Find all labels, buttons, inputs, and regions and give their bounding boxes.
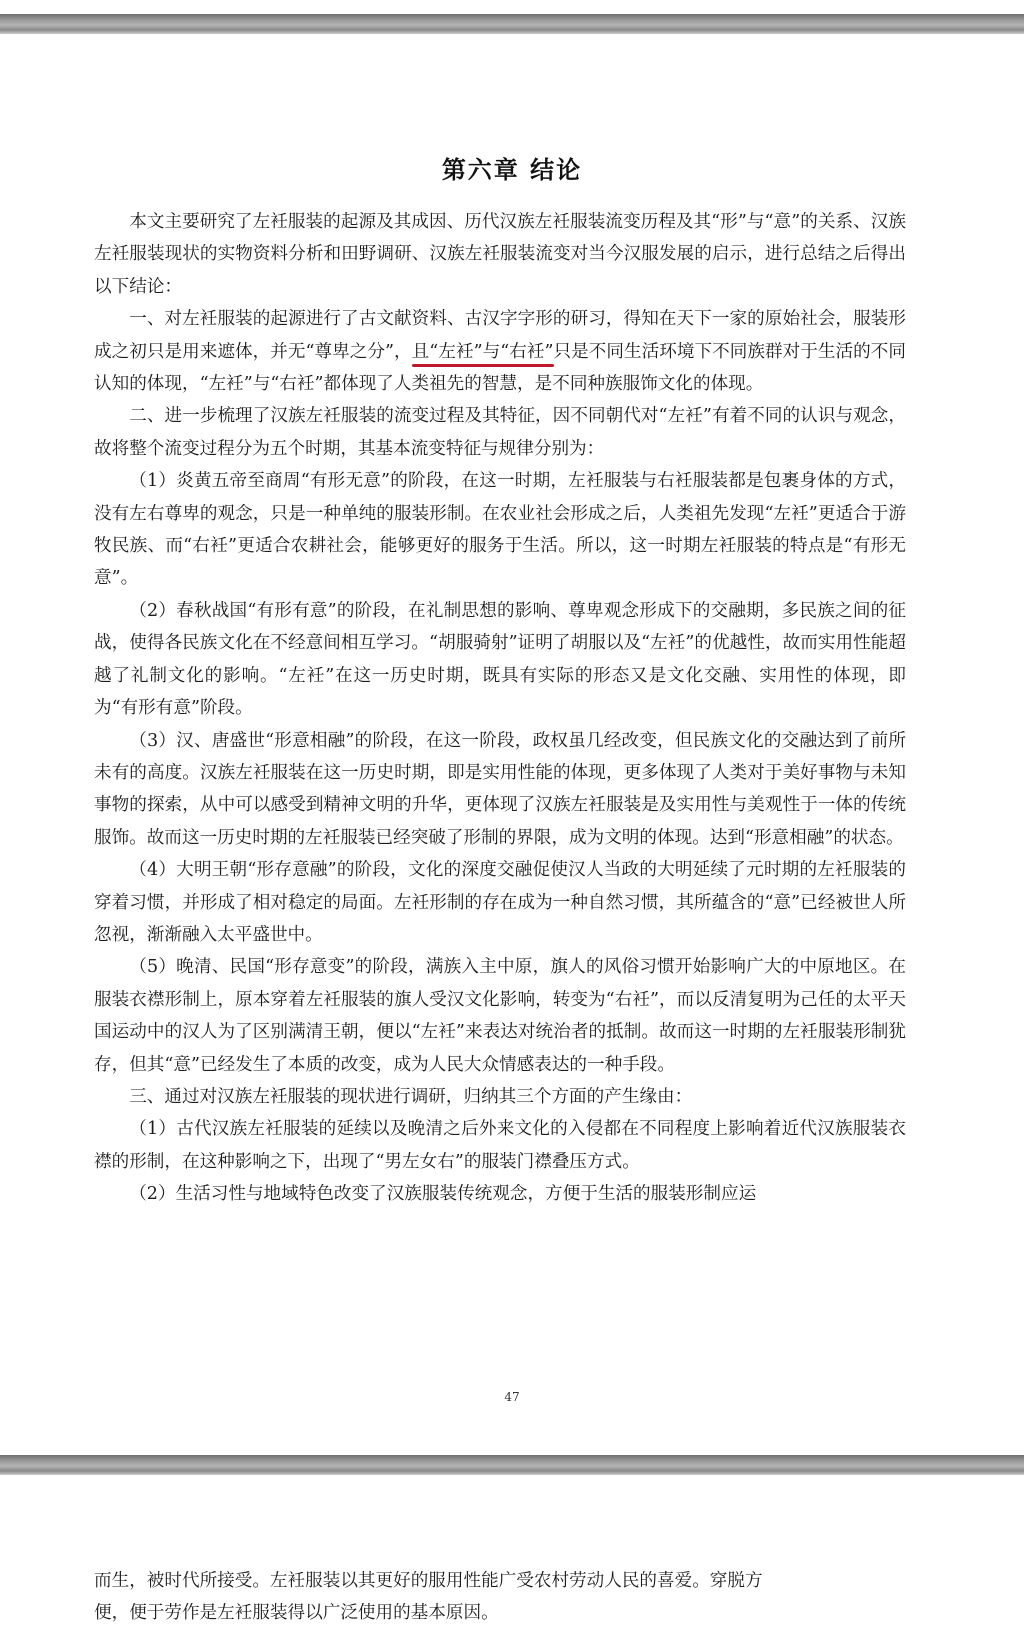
conclusion-1-rest: ，“左衽”与“右衽”都体现了人类祖先的智慧，是不同种族服饰文化的体现。: [181, 374, 764, 395]
intro-paragraph: 本文主要研究了左衽服装的起源及其成因、历代汉族左衽服装流变历程及其“形”与“意”的关系、汉族左衽服装现状的实物资料分析和田野调研、汉族左衽服装流变对当今汉服发展的启示，进行总结之后得出以下结论：: [94, 212, 906, 297]
reason-1-paragraph: （1）古代汉族左衽服装的延续以及晚清之后外来文化的入侵都在不同程度上影响着近代汉族服装衣襟的形制，在这种影响之下，出现了“男左女右”的服装门襟叠压方式。: [94, 1119, 906, 1172]
period-3-paragraph: （3）汉、唐盛世“形意相融”的阶段，在这一阶段，政权虽几经改变，但民族文化的交融达到了前所未有的高度。汉族左衽服装在这一历史时期，即是实用性能的体现，更多体现了人类对于美好事物与未知事物的探索，从中可以感受到精神文明的升华，更体现了汉族左衽服装是及实用性与美观性于一体的传统服饰。故而这一历史时期的左衽服装已经突破了形制的界限，成为文明的体现。达到“形意相融”的状态。: [94, 730, 906, 848]
top-page-separator: [0, 14, 1024, 34]
conclusion-1-text: 一、对左衽服装的起源进行了古文献资料、古汉字字形的研习，得知在天下一家的原始社会，服装形成之初只是用来遮体，并无“尊卑之分”，: [94, 309, 906, 362]
bottom-page-separator: [0, 1455, 1024, 1475]
conclusion-3-paragraph: 三、通过对汉族左衽服装的现状进行调研，归纳其三个方面的产生缘由：: [129, 1086, 693, 1107]
period-4-paragraph: （4）大明王朝“形存意融”的阶段，文化的深度交融促使汉人当政的大明延续了元时期的左衽服装的穿着习惯，并形成了相对稳定的局面。左衽形制的存在成为一种自然习惯，其所蕴含的“意”已经被世人所忽视，渐渐融入太平盛世中。: [94, 860, 906, 945]
period-5-paragraph: （5）晚清、民国“形存意变”的阶段，满族入主中原，旗人的风俗习惯开始影响广大的中原地区。在服装衣襟形制上，原本穿着左衽服装的旗人受汉文化影响，转变为“右衽”，而以反清复明为己任的太平天国运动中的汉人为了区别满清王朝，便以“左衽”来表达对统治者的抵制。故而这一时期的左衽服装形制犹存，但其“意”已经发生了本质的改变，成为人民大众情感表达的一种手段。: [94, 957, 906, 1075]
conclusion-1-connector: 只: [553, 341, 572, 362]
next-page-line-1: 而生，被时代所接受。左衽服装以其更好的服用性能广受农村劳动人民的喜爱。穿脱方: [94, 1571, 763, 1591]
page-body: [94, 206, 906, 1211]
reason-2-paragraph: （2）生活习性与地域特色改变了汉族服装传统观念，方便于生活的服装形制应运: [129, 1184, 757, 1205]
conclusion-2-paragraph: 二、进一步梳理了汉族左衽服装的流变过程及其特征，因不同朝代对“左衽”有着不同的认识与观念，故将整个流变过程分为五个时期，其基本流变特征与规律分别为：: [94, 406, 906, 459]
period-1-paragraph: （1）炎黄五帝至商周“有形无意”的阶段，在这一时期，左衽服装与右衽服装都是包裹身体的方式，没有左右尊卑的观念，只是一种单纯的服装形制。在农业社会形成之后，人类祖先发现“左衽”更适合于游牧民族、而“右衽”更适合农耕社会，能够更好的服务于生活。所以，这一时期左衽服装的特点是“有形无意”。: [94, 471, 906, 589]
red-underline-highlight-b: 是不同生活环境下不同族群对于生活的不同认知的体现: [94, 341, 906, 395]
conclusion-1-paragraph: [94, 303, 906, 400]
next-page-body: [94, 1565, 906, 1629]
chapter-title: 第六章 结论: [441, 156, 583, 184]
page-number: 47: [504, 1390, 520, 1404]
red-underline-highlight-a: 且“左衽”与“右衽”: [411, 341, 554, 362]
next-page-line-2: 便，便于劳作是左衽服装得以广泛使用的基本原因。: [94, 1603, 499, 1623]
period-2-paragraph: （2）春秋战国“有形有意”的阶段，在礼制思想的影响、尊卑观念形成下的交融期，多民族之间的征战，使得各民族文化在不经意间相互学习。“胡服骑射”证明了胡服以及“左衽”的优越性，故而实用性能超越了礼制文化的影响。“左衽”在这一历史时期，既具有实际的形态又是文化交融、实用性的体现，即为“有形有意”阶段。: [94, 600, 906, 719]
